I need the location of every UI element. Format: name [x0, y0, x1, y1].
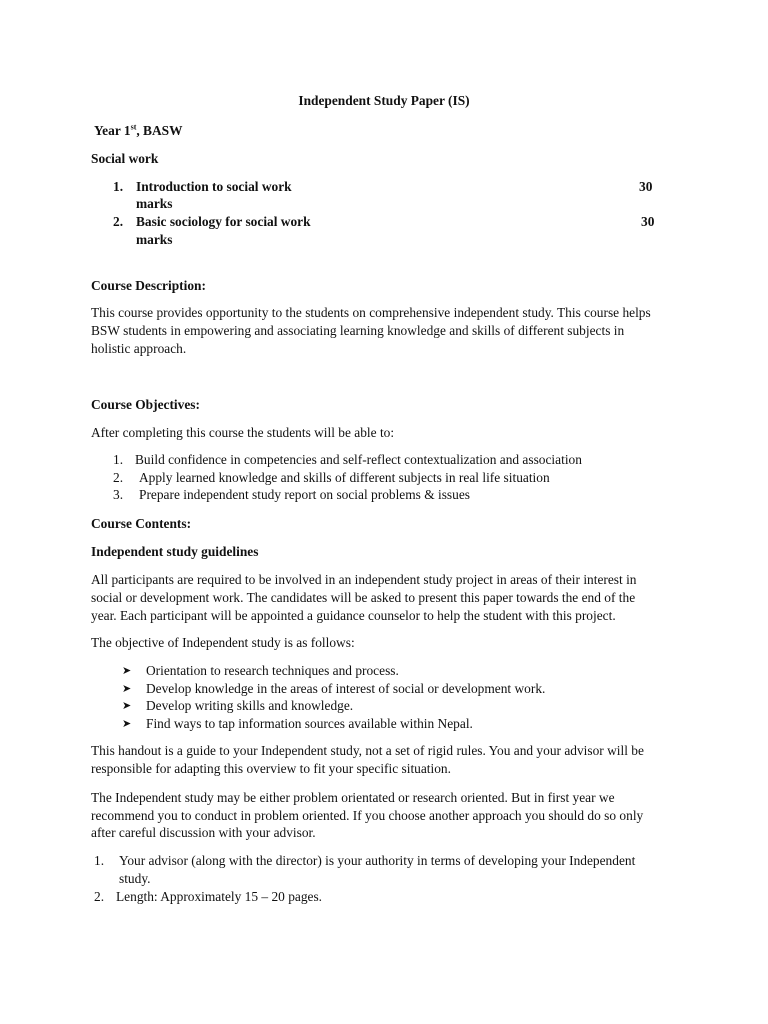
- arrow-bullet-icon: ➤: [122, 682, 132, 695]
- arrow-bullet-icon: ➤: [122, 664, 132, 677]
- course-name: Introduction to social work: [136, 179, 292, 194]
- rule-item-continuation: study.: [119, 871, 151, 886]
- approach-line: after careful discussion with your advisor.: [91, 825, 316, 840]
- objective-number: 1.: [113, 452, 124, 467]
- is-objective-item: Orientation to research techniques and process.: [146, 663, 399, 678]
- course-marks-label: marks: [136, 232, 173, 247]
- rule-item: Length: Approximately 15 – 20 pages.: [116, 889, 323, 904]
- year-suffix: , BASW: [136, 123, 183, 138]
- is-objective-item: Find ways to tap information sources available within Nepal.: [146, 716, 473, 731]
- course-number: 1.: [113, 179, 124, 194]
- handout-line: responsible for adapting this overview to fit your specific situation.: [91, 761, 451, 776]
- arrow-bullet-icon: ➤: [122, 717, 132, 730]
- rule-number: 2.: [94, 889, 105, 904]
- subject-heading: Social work: [91, 151, 159, 166]
- course-marks-value: 30: [639, 179, 653, 194]
- approach-line: The Independent study may be either problem orientated or research oriented. But in first year we: [91, 790, 615, 805]
- objective-item: Prepare independent study report on social problems & issues: [139, 487, 470, 502]
- guidelines-line: year. Each participant will be appointed a guidance counselor to help the student with this project.: [91, 608, 616, 623]
- arrow-bullet-icon: ➤: [122, 699, 132, 712]
- year-line: [94, 122, 183, 140]
- rule-item: Your advisor (along with the director) is your authority in terms of developing your Independent: [119, 853, 636, 868]
- handout-line: This handout is a guide to your Independent study, not a set of rigid rules. You and your advisor will be: [91, 743, 644, 758]
- objective-number: 3.: [113, 487, 124, 502]
- course-marks-label: marks: [136, 196, 173, 211]
- description-line: BSW students in empowering and associating learning knowledge and skills of different subjects in: [91, 323, 625, 338]
- objective-item: Build confidence in competencies and self-reflect contextualization and association: [135, 452, 582, 467]
- course-marks-value: 30: [641, 214, 655, 229]
- objectives-heading: Course Objectives:: [91, 397, 200, 412]
- contents-heading: Course Contents:: [91, 516, 192, 531]
- is-objective-item: Develop writing skills and knowledge.: [146, 698, 354, 713]
- objectives-intro: After completing this course the students will be able to:: [91, 425, 395, 440]
- course-number: 2.: [113, 214, 124, 229]
- guidelines-heading: Independent study guidelines: [91, 544, 259, 559]
- course-name: Basic sociology for social work: [136, 214, 311, 229]
- description-line: holistic approach.: [91, 341, 187, 356]
- is-objective-item: Develop knowledge in the areas of interest of social or development work.: [146, 681, 546, 696]
- guidelines-line: social or development work. The candidates will be asked to present this paper towards the end of the: [91, 590, 636, 605]
- description-line: This course provides opportunity to the students on comprehensive independent study. This course helps: [91, 305, 651, 320]
- description-heading: Course Description:: [91, 278, 206, 293]
- objective-item: Apply learned knowledge and skills of different subjects in real life situation: [139, 470, 550, 485]
- is-objective-intro: The objective of Independent study is as follows:: [91, 635, 355, 650]
- guidelines-line: All participants are required to be involved in an independent study project in areas of their interest in: [91, 572, 637, 587]
- objective-number: 2.: [113, 470, 124, 485]
- year-prefix: Year 1: [94, 123, 131, 138]
- rule-number: 1.: [94, 853, 105, 868]
- year-superscript: st: [130, 122, 137, 132]
- approach-line: recommend you to conduct in problem oriented. If you choose another approach you should do so only: [91, 808, 644, 823]
- document-title: Independent Study Paper (IS): [298, 93, 470, 108]
